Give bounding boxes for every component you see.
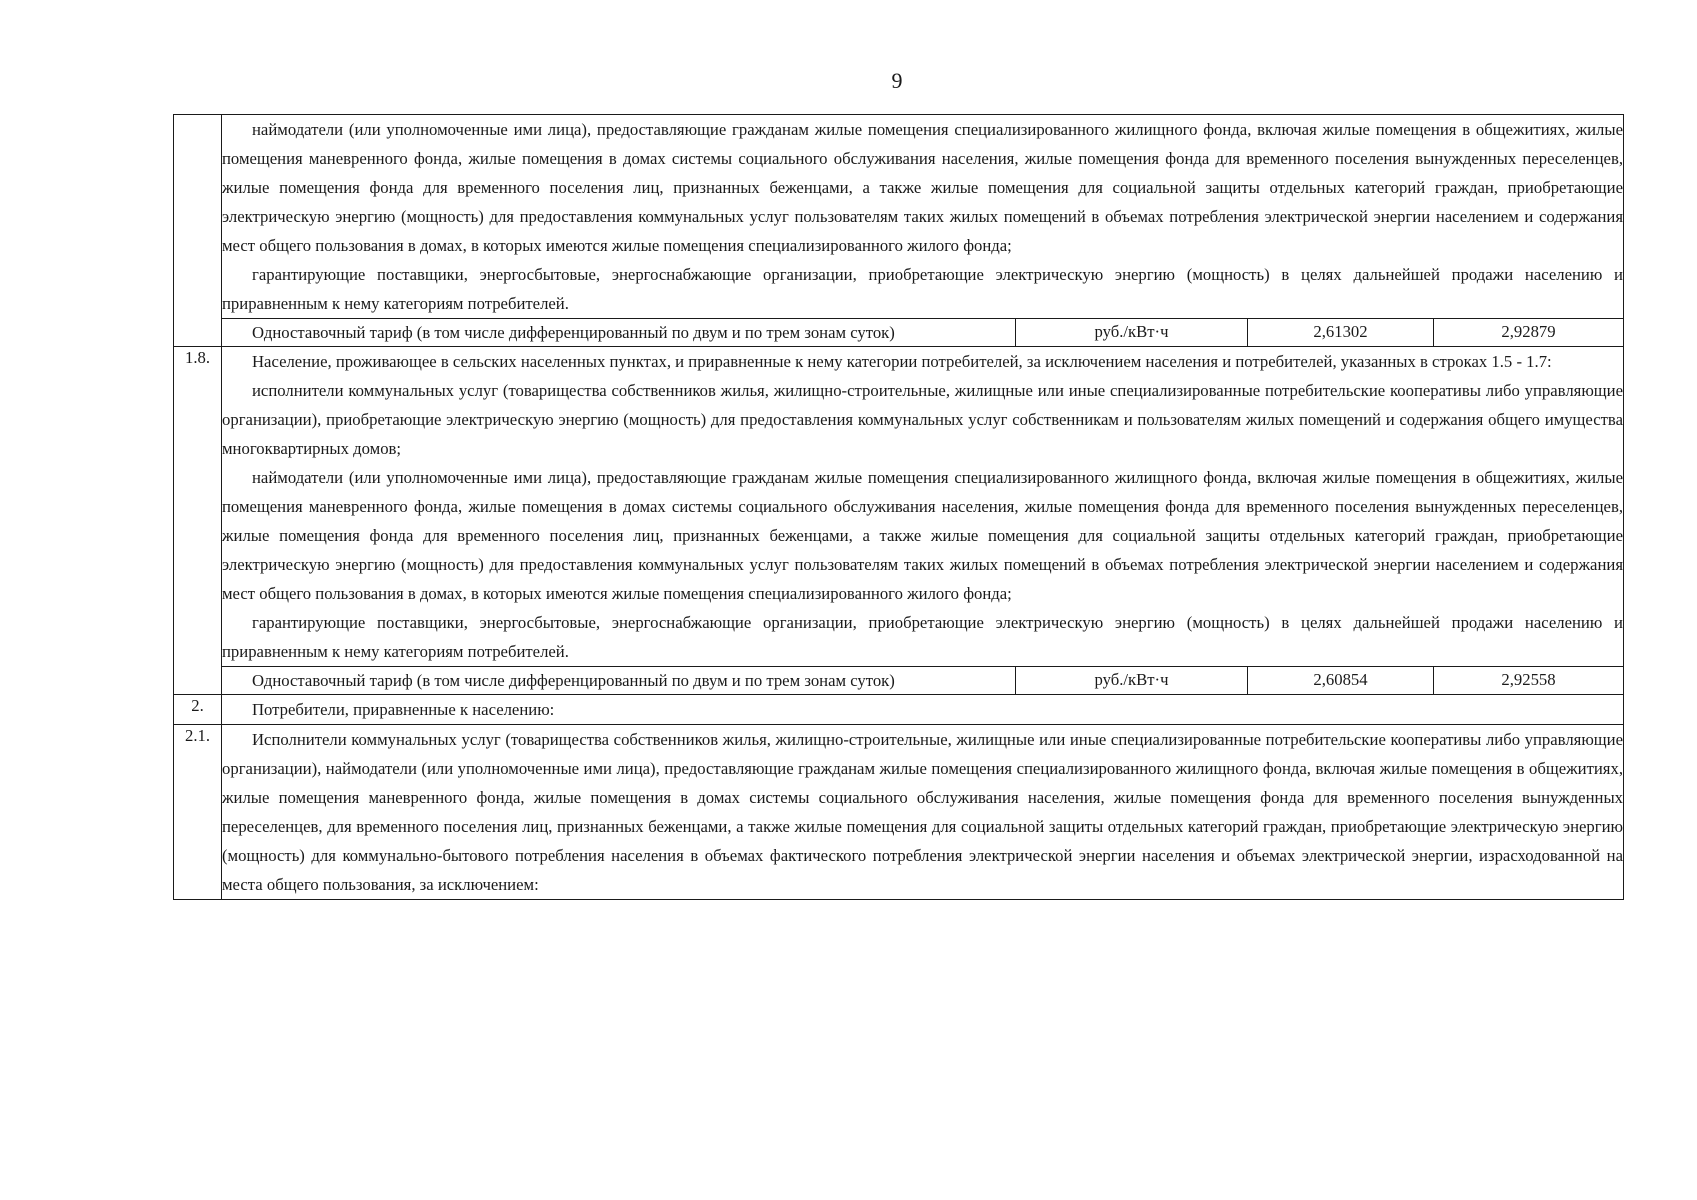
paragraph: наймодатели (или уполномоченные ими лица), предоставляющие гражданам жилые помещения специализированного жилищного фонда, включая жилые помещения в общежитиях, жилые помещения маневренного фонда, жилые помещения в домах системы социального обслуживания населения, жилые помещения фонда для временного поселения вынужденных переселенцев, жилые помещения фонда для временного поселения лиц, признанных беженцами, а также жилые помещения для социальной защиты отдельных категорий граждан, приобретающие электрическую энергию (мощность) для предоставления коммунальных услуг пользователям таких жилых помещений в объемах потребления электрической энергии населением и содержания мест общего пользования в домах, в которых имеются жилые помещения специализированного жилого фонда; (222, 120, 1623, 255)
row-number-cell: 2.1. (174, 725, 222, 900)
tariff-value-2: 2,92879 (1434, 319, 1624, 347)
description-cell (222, 725, 1624, 900)
paragraph: наймодатели (или уполномоченные ими лица), предоставляющие гражданам жилые помещения специализированного жилищного фонда, включая жилые помещения в общежитиях, жилые помещения маневренного фонда, жилые помещения в домах системы социального обслуживания населения, жилые помещения фонда для временного поселения вынужденных переселенцев, жилые помещения фонда для временного поселения лиц, признанных беженцами, а также жилые помещения для социальной защиты отдельных категорий граждан, приобретающие электрическую энергию (мощность) для предоставления коммунальных услуг пользователям таких жилых помещений в объемах потребления электрической энергии населением и содержания мест общего пользования в домах, в которых имеются жилые помещения специализированного жилого фонда; (222, 468, 1623, 603)
tariff-value-1: 2,61302 (1248, 319, 1434, 347)
paragraph: Потребители, приравненные к населению: (252, 700, 555, 719)
description-cell (222, 115, 1624, 319)
paragraph: Население, проживающее в сельских населенных пунктах, и приравненные к нему категории потребителей, за исключением населения и потребителей, указанных в строках 1.5 - 1.7: (252, 352, 1552, 371)
description-cell (222, 347, 1624, 667)
description-cell (222, 695, 1624, 725)
unit-cell: руб./кВт·ч (1016, 667, 1248, 695)
table-row-2 (174, 695, 1624, 725)
tariff-row (174, 319, 1624, 347)
paragraph: гарантирующие поставщики, энергосбытовые, энергоснабжающие организации, приобретающие электрическую энергию (мощность) в целях дальнейшей продажи населению и приравненным к нему категориям потребителей. (222, 613, 1623, 661)
row-number-cell: 2. (174, 695, 222, 725)
row-number-cell (174, 115, 222, 347)
tariff-table (173, 114, 1624, 900)
page-number: 9 (891, 68, 903, 93)
row-number-cell: 1.8. (174, 347, 222, 695)
table-row-1-8 (174, 347, 1624, 667)
paragraph: исполнители коммунальных услуг (товарищества собственников жилья, жилищно-строительные, жилищные или иные специализированные потребительские кооперативы либо управляющие организации), приобретающие электрическую энергию (мощность) для предоставления коммунальных услуг собственникам и пользователям жилых помещений и содержания общего имущества многоквартирных домов; (222, 381, 1623, 458)
table-row-continuation (174, 115, 1624, 319)
unit-cell: руб./кВт·ч (1016, 319, 1248, 347)
tariff-label: Одноставочный тариф (в том числе дифференцированный по двум и по трем зонам суток) (222, 319, 1016, 347)
paragraph: Исполнители коммунальных услуг (товарищества собственников жилья, жилищно-строительные, жилищные или иные специализированные потребительские кооперативы либо управляющие организации), наймодатели (или уполномоченные ими лица), предоставляющие гражданам жилые помещения специализированного жилищного фонда, включая жилые помещения в общежитиях, жилые помещения маневренного фонда, жилые помещения в домах системы социального обслуживания населения, жилые помещения фонда для временного поселения вынужденных переселенцев, для временного поселения лиц, признанных беженцами, а также жилые помещения для социальной защиты отдельных категорий граждан, приобретающие электрическую энергию (мощность) для коммунально-бытового потребления населения в объемах фактического потребления электрической энергии населения и объемах электрической энергии, израсходованной на места общего пользования, за исключением: (222, 730, 1623, 894)
tariff-label: Одноставочный тариф (в том числе дифференцированный по двум и по трем зонам суток) (222, 667, 1016, 695)
paragraph: гарантирующие поставщики, энергосбытовые, энергоснабжающие организации, приобретающие электрическую энергию (мощность) в целях дальнейшей продажи населению и приравненным к нему категориям потребителей. (222, 265, 1623, 313)
tariff-value-1: 2,60854 (1248, 667, 1434, 695)
tariff-value-2: 2,92558 (1434, 667, 1624, 695)
tariff-row (174, 667, 1624, 695)
table-row-2-1 (174, 725, 1624, 900)
